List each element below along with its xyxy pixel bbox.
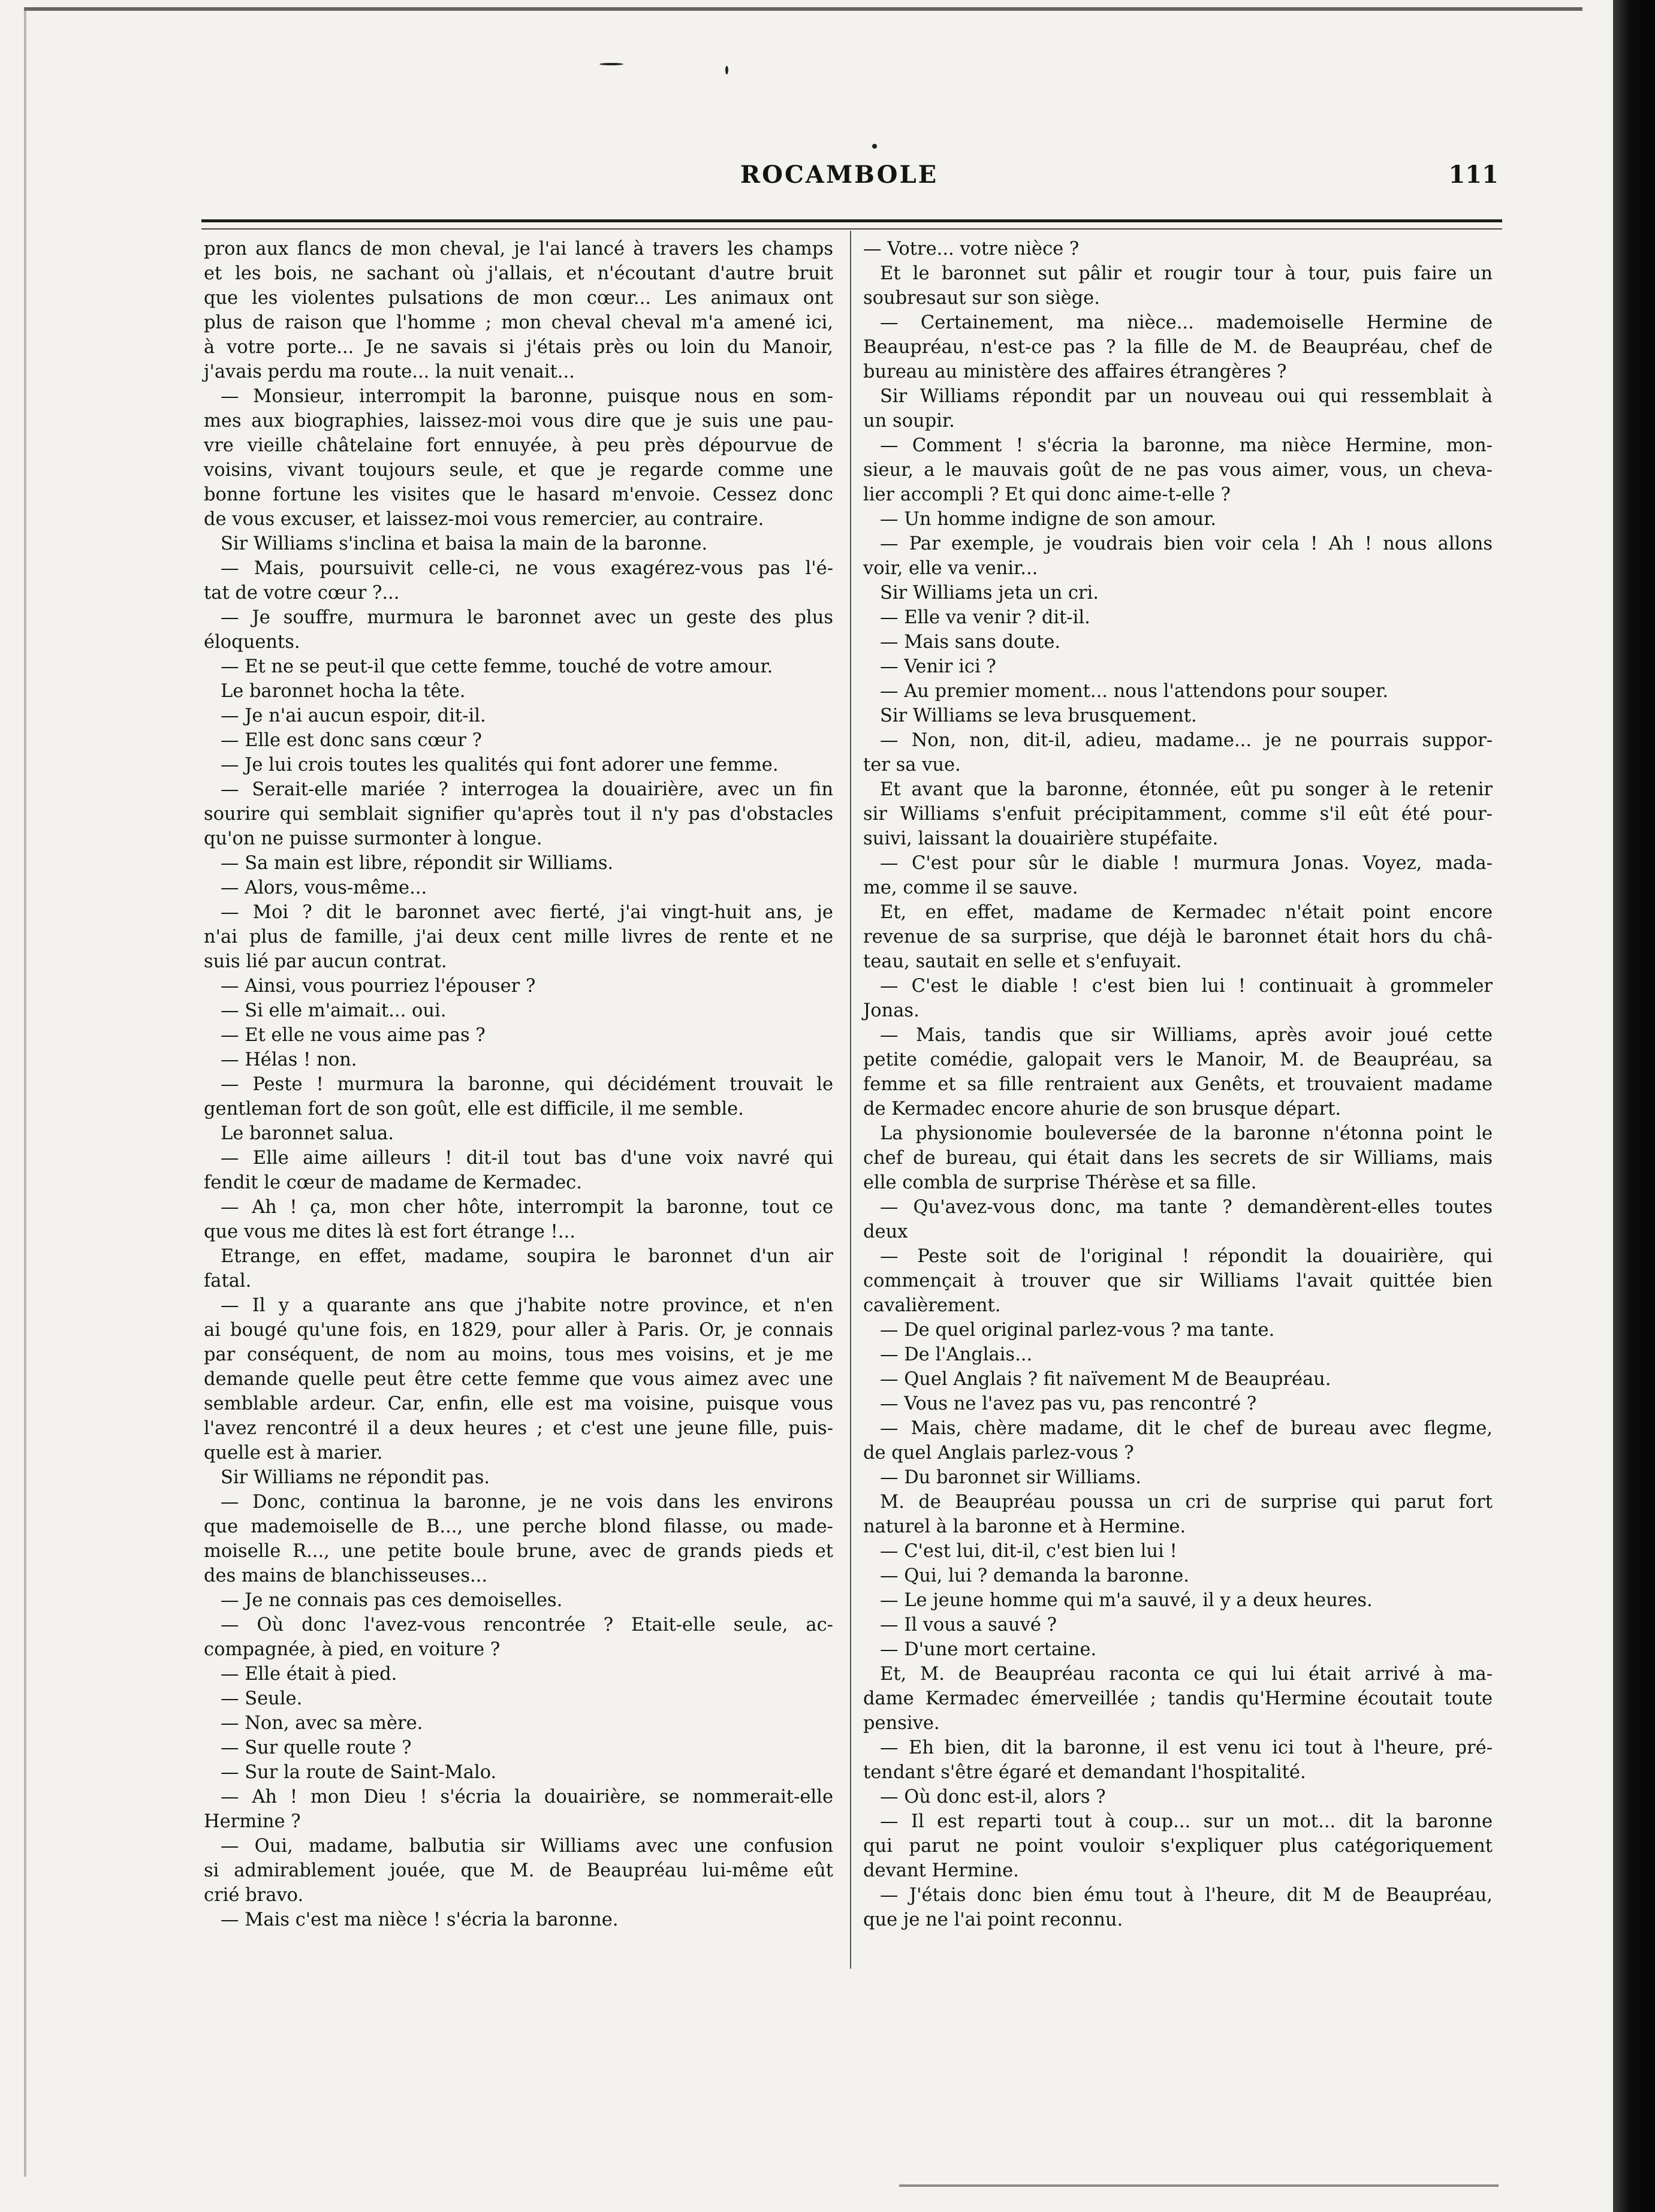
text-line: de Kermadec encore ahurie de son brusque départ. [863, 1099, 1342, 1119]
text-line: et les bois, ne sachant où j'allais, et n'écoutant d'autre bruit [204, 263, 833, 284]
text-line: suis lié par aucun contrat. [204, 951, 447, 972]
text-line: — Elle va venir ? dit-il. [880, 607, 1090, 628]
text-line: — Qu'avez-vous donc, ma tante ? demandèrent-elles toutes [880, 1197, 1493, 1218]
text-line: voir, elle va venir... [863, 558, 1038, 579]
text-line: chef de bureau, qui était dans les secrets de sir Williams, mais [863, 1148, 1493, 1169]
text-line: plus de raison que l'homme ; mon cheval cheval m'a amené ici, [204, 312, 833, 333]
text-line: moiselle R..., une petite boule brune, avec de grands pieds et [204, 1541, 833, 1562]
scan-edge-shadow [1613, 0, 1655, 2212]
text-line: — C'est le diable ! c'est bien lui ! continuait à grommeler [880, 976, 1493, 997]
text-line: tat de votre cœur ?... [204, 583, 400, 603]
text-line: sourire qui semblait signifier qu'après tout il n'y pas d'obstacles [204, 804, 833, 825]
text-line: — Mais, poursuivit celle-ci, ne vous exagérez-vous pas l'é- [221, 558, 833, 579]
text-line: n'ai plus de famille, j'ai deux cent mille livres de rente et ne [204, 927, 833, 947]
text-line: dame Kermadec émerveillée ; tandis qu'Hermine écoutait toute [863, 1688, 1493, 1709]
text-line: Le baronnet hocha la tête. [221, 681, 466, 702]
text-line: qu'on ne puisse surmonter à longue. [204, 828, 542, 849]
text-line: demande quelle peut être cette femme que vous aimez avec une [204, 1369, 833, 1390]
text-line: teau, sautait en selle et s'enfuyait. [863, 951, 1182, 972]
text-line: — De quel original parlez-vous ? ma tante. [880, 1320, 1275, 1341]
text-line: Sir Williams s'inclina et baisa la main de la baronne. [221, 533, 708, 554]
text-line: fendit le cœur de madame de Kermadec. [204, 1172, 582, 1193]
text-line: ter sa vue. [863, 755, 961, 775]
text-line: sir Williams s'enfuit précipitamment, comme s'il eût été pour- [863, 804, 1493, 825]
text-line: naturel à la baronne et à Hermine. [863, 1516, 1186, 1537]
text-line: — Je lui crois toutes les qualités qui font adorer une femme. [221, 755, 779, 775]
ink-speck [872, 144, 877, 149]
ink-speck [599, 63, 623, 65]
text-line: — Sa main est libre, répondit sir Williams. [221, 853, 614, 874]
text-line: soubresaut sur son siège. [863, 288, 1100, 309]
text-line: — Peste ! murmura la baronne, qui décidément trouvait le [221, 1074, 833, 1095]
text-line: — Ah ! mon Dieu ! s'écria la douairière, se nommerait-elle [221, 1787, 833, 1807]
text-line: — Si elle m'aimait... oui. [221, 1000, 447, 1021]
text-line: Beaupréau, n'est-ce pas ? la fille de M. de Beaupréau, chef de [863, 337, 1493, 358]
text-line: — C'est pour sûr le diable ! murmura Jonas. Voyez, mada- [880, 853, 1493, 874]
text-line: — Certainement, ma nièce... mademoiselle Hermine de [880, 312, 1493, 333]
text-line: Et le baronnet sut pâlir et rougir tour à tour, puis faire un [880, 263, 1493, 284]
text-line: — Vous ne l'avez pas vu, pas rencontré ? [880, 1393, 1257, 1414]
text-line: Sir Williams ne répondit pas. [221, 1467, 490, 1488]
text-line: Sir Williams jeta un cri. [880, 583, 1099, 603]
text-line: des mains de blanchisseuses... [204, 1565, 488, 1586]
text-line: — Où donc l'avez-vous rencontrée ? Etait-elle seule, ac- [221, 1615, 833, 1635]
text-line: — Il vous a sauvé ? [880, 1615, 1057, 1635]
text-line: quelle est à marier. [204, 1443, 383, 1463]
text-line: — Monsieur, interrompit la baronne, puisque nous en som- [221, 386, 833, 407]
text-line: — Hélas ! non. [221, 1049, 357, 1070]
text-line: compagnée, à pied, en voiture ? [204, 1639, 501, 1660]
scan-bottom-edge [899, 2184, 1499, 2187]
text-line: deux [863, 1221, 908, 1242]
text-line: commençait à trouver que sir Williams l'avait quittée bien [863, 1271, 1493, 1291]
text-line: suivi, laissant la douairière stupéfaite. [863, 828, 1219, 849]
text-line: pensive. [863, 1713, 940, 1734]
text-line: qui parut ne point vouloir s'expliquer plus catégoriquement [863, 1836, 1493, 1857]
text-line: — D'une mort certaine. [880, 1639, 1097, 1660]
text-line: Sir Williams se leva brusquement. [880, 705, 1197, 726]
page-number: 111 [1448, 161, 1499, 189]
text-line: — Je n'ai aucun espoir, dit-il. [221, 705, 486, 726]
text-line: Et avant que la baronne, étonnée, eût pu songer à le retenir [880, 779, 1493, 800]
text-line: — Du baronnet sir Williams. [880, 1467, 1141, 1488]
text-line: — Et elle ne vous aime pas ? [221, 1025, 486, 1046]
text-line: — Sur quelle route ? [221, 1737, 412, 1758]
text-line: — Sur la route de Saint-Malo. [221, 1762, 497, 1783]
text-line: vre vieille châtelaine fort ennuyée, à peu près dépourvue de [204, 435, 833, 456]
text-line: — Et ne se peut-il que cette femme, touché de votre amour. [221, 656, 773, 677]
text-line: que mademoiselle de B..., une perche blond filasse, ou made- [204, 1516, 833, 1537]
header-rule [201, 219, 1502, 230]
text-line: que je ne l'ai point reconnu. [863, 1909, 1123, 1930]
text-line: devant Hermine. [863, 1860, 1019, 1881]
text-line: — Moi ? dit le baronnet avec fierté, j'ai vingt-huit ans, je [221, 902, 833, 923]
text-line: Et, M. de Beaupréau raconta ce qui lui était arrivé à ma- [880, 1664, 1493, 1685]
text-line: — Mais, tandis que sir Williams, après avoir joué cette [880, 1025, 1493, 1046]
text-line: — De l'Anglais... [880, 1344, 1033, 1365]
text-line: voisins, vivant toujours seule, et que je regarde comme une [204, 460, 833, 481]
left-column [204, 237, 833, 1932]
text-line: de quel Anglais parlez-vous ? [863, 1443, 1134, 1463]
text-line: — Eh bien, dit la baronne, il est venu ici tout à l'heure, pré- [880, 1737, 1493, 1758]
text-line: — Mais, chère madame, dit le chef de bureau avec flegme, [880, 1418, 1493, 1439]
text-line: à votre porte... Je ne savais si j'étais près ou loin du Manoir, [204, 337, 833, 358]
text-line: — Comment ! s'écria la baronne, ma nièce Hermine, mon- [880, 435, 1493, 456]
text-line: par conséquent, de nom au moins, tous mes voisins, et je me [204, 1344, 833, 1365]
text-line: elle combla de surprise Thérèse et sa fille. [863, 1172, 1257, 1193]
text-line: femme et sa fille rentraient aux Genêts, et trouvaient madame [863, 1074, 1493, 1095]
text-line: tendant s'être égaré et demandant l'hospitalité. [863, 1762, 1306, 1783]
text-line: que les violentes pulsations de mon cœur... Les animaux ont [204, 288, 833, 309]
text-line: — C'est lui, dit-il, c'est bien lui ! [880, 1541, 1177, 1562]
text-line: lier accompli ? Et qui donc aime-t-elle ? [863, 484, 1231, 505]
text-line: — Venir ici ? [880, 656, 996, 677]
text-line: j'avais perdu ma route... la nuit venait... [204, 361, 575, 382]
text-line: — Un homme indigne de son amour. [880, 509, 1217, 530]
text-line: cavalièrement. [863, 1295, 1001, 1316]
text-line: Sir Williams répondit par un nouveau oui qui ressemblait à [880, 386, 1493, 407]
text-line: — Par exemple, je voudrais bien voir cela ! Ah ! nous allons [880, 533, 1493, 554]
text-line: — Donc, continua la baronne, je ne vois dans les environs [221, 1492, 833, 1513]
text-line: — Je ne connais pas ces demoiselles. [221, 1590, 563, 1611]
text-line: crié bravo. [204, 1885, 304, 1906]
text-line: pron aux flancs de mon cheval, je l'ai lancé à travers les champs [204, 239, 833, 259]
page-header [180, 161, 1499, 197]
text-line: petite comédie, galopait vers le Manoir, M. de Beaupréau, sa [863, 1049, 1493, 1070]
scan-left-edge [24, 7, 26, 2177]
text-line: — Ah ! ça, mon cher hôte, interrompit la baronne, tout ce [221, 1197, 833, 1218]
text-line: l'avez rencontré il a deux heures ; et c'est une jeune fille, puis- [204, 1418, 833, 1439]
text-line: si admirablement jouée, que M. de Beaupréau lui-même eût [204, 1860, 833, 1881]
column-divider [850, 231, 851, 1969]
text-line: gentleman fort de son goût, elle est difficile, il me semble. [204, 1099, 744, 1119]
text-line: — Peste soit de l'original ! répondit la douairière, qui [880, 1246, 1493, 1267]
text-line: Jonas. [863, 1000, 920, 1021]
text-line: — Quel Anglais ? fit naïvement M de Beaupréau. [880, 1369, 1331, 1390]
text-line: un soupir. [863, 411, 955, 431]
text-line: sieur, a le mauvais goût de ne pas vous aimer, vous, un cheva- [863, 460, 1493, 481]
text-line: mes aux biographies, laissez-moi vous dire que je suis une pau- [204, 411, 833, 431]
text-line: — Il y a quarante ans que j'habite notre province, et n'en [221, 1295, 833, 1316]
text-line: Hermine ? [204, 1811, 301, 1832]
text-line: fatal. [204, 1271, 252, 1291]
text-line: Etrange, en effet, madame, soupira le baronnet d'un air [221, 1246, 833, 1267]
text-line: — Alors, vous-même... [221, 877, 427, 898]
text-line: — Mais c'est ma nièce ! s'écria la baronne. [221, 1909, 619, 1930]
text-line: Et, en effet, madame de Kermadec n'était point encore [880, 902, 1493, 923]
text-line: — Mais sans doute. [880, 632, 1061, 653]
text-line: — Votre... votre nièce ? [863, 239, 1080, 259]
text-line: semblable ardeur. Car, enfin, elle est ma voisine, puisque vous [204, 1393, 833, 1414]
text-line: M. de Beaupréau poussa un cri de surprise qui parut fort [880, 1492, 1493, 1513]
text-line: — J'étais donc bien ému tout à l'heure, dit M de Beaupréau, [880, 1885, 1493, 1906]
text-line: — Ainsi, vous pourriez l'épouser ? [221, 976, 536, 997]
text-line: — Elle aime ailleurs ! dit-il tout bas d'une voix navré qui [221, 1148, 833, 1169]
text-line: — Le jeune homme qui m'a sauvé, il y a deux heures. [880, 1590, 1373, 1611]
text-line: que vous me dites là est fort étrange !... [204, 1221, 575, 1242]
text-line: — Qui, lui ? demanda la baronne. [880, 1565, 1189, 1586]
text-line: Le baronnet salua. [221, 1123, 394, 1144]
text-line: — Je souffre, murmura le baronnet avec un geste des plus [221, 607, 833, 628]
right-column [863, 237, 1493, 1932]
text-line: — Elle était à pied. [221, 1664, 397, 1685]
ink-speck [725, 66, 728, 74]
text-line: — Serait-elle mariée ? interrogea la douairière, avec un fin [221, 779, 833, 800]
text-line: me, comme il se sauve. [863, 877, 1078, 898]
text-line: éloquents. [204, 632, 300, 653]
text-line: de vous excuser, et laissez-moi vous remercier, au contraire. [204, 509, 764, 530]
text-line: ai bougé qu'une fois, en 1829, pour aller à Paris. Or, je connais [204, 1320, 833, 1341]
scan-top-edge [24, 7, 1582, 11]
text-line: — Où donc est-il, alors ? [880, 1787, 1106, 1807]
text-line: La physionomie bouleversée de la baronne n'étonna point le [880, 1123, 1493, 1144]
text-line: — Seule. [221, 1688, 303, 1709]
text-line: — Elle est donc sans cœur ? [221, 730, 483, 751]
text-line: — Non, non, dit-il, adieu, madame... je ne pourrais suppor- [880, 730, 1493, 751]
running-head: ROCAMBOLE [740, 161, 939, 189]
text-line: — Oui, madame, balbutia sir Williams avec une confusion [221, 1836, 833, 1857]
text-line: revenue de sa surprise, que déjà le baronnet était hors du châ- [863, 927, 1493, 947]
text-line: bureau au ministère des affaires étrangères ? [863, 361, 1287, 382]
text-line: — Au premier moment... nous l'attendons pour souper. [880, 681, 1389, 702]
text-line: — Non, avec sa mère. [221, 1713, 423, 1734]
text-line: bonne fortune les visites que le hasard m'envoie. Cessez donc [204, 484, 833, 505]
text-line: — Il est reparti tout à coup... sur un mot... dit la baronne [880, 1811, 1493, 1832]
